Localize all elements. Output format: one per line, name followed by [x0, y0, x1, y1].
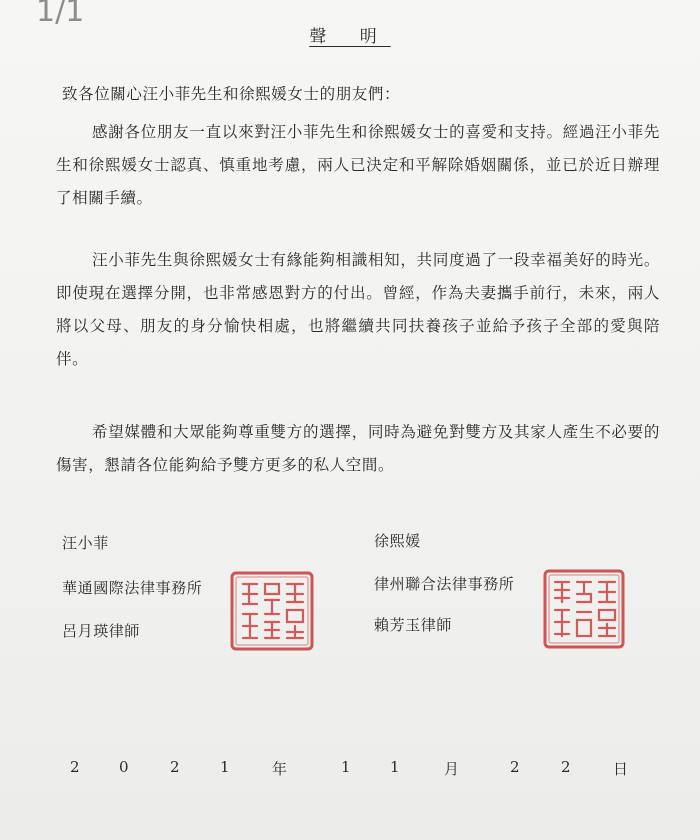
left-seal-stamp: [229, 570, 315, 652]
greeting: 致各位關心汪小菲先生和徐熙媛女士的朋友們：: [62, 85, 401, 103]
document-title: 聲 明: [309, 27, 391, 47]
page-counter: 1/1: [36, 0, 85, 29]
right-signatory-name: 徐熙媛: [374, 532, 421, 550]
document-date: [0, 758, 700, 782]
left-signatory-name: 汪小菲: [62, 534, 109, 552]
paragraph-3: 希望媒體和大眾能夠尊重雙方的選擇，同時為避免對雙方及其家人產生不必要的傷害，懇請各位能夠給予雙方更多的私人空間。: [56, 423, 660, 474]
date-char: 2: [561, 758, 571, 776]
date-char: 月: [444, 760, 460, 778]
date-char: 2: [170, 758, 180, 776]
date-char: 2: [70, 758, 80, 776]
right-lawyer: 賴芳玉律師: [374, 616, 453, 634]
right-law-firm: 律州聯合法律事務所: [374, 575, 515, 593]
left-law-firm: 華通國際法律事務所: [62, 579, 203, 597]
right-seal-stamp: [542, 568, 626, 650]
date-char: 2: [510, 758, 520, 776]
date-char: 1: [220, 758, 230, 776]
date-char: 1: [341, 758, 351, 776]
date-char: 0: [119, 758, 129, 776]
date-char: 日: [613, 760, 629, 778]
date-char: 年: [272, 760, 288, 778]
paragraph-2: 汪小菲先生與徐熙媛女士有緣能夠相識相知，共同度過了一段幸福美好的時光。即使現在選擇分開，也非常感恩對方的付出。曾經，作為夫妻攜手前行，未來，兩人將以父母、朋友的身分愉快相處，也將繼續共同扶養孩子並給予孩子全部的愛與陪伴。: [56, 251, 660, 368]
left-lawyer: 呂月瑛律師: [62, 622, 141, 640]
paragraph-1: 感謝各位朋友一直以來對汪小菲先生和徐熙媛女士的喜愛和支持。經過汪小菲先生和徐熙媛女士認真、慎重地考慮，兩人已決定和平解除婚姻關係，並已於近日辦理了相關手續。: [56, 123, 660, 207]
date-char: 1: [390, 758, 400, 776]
